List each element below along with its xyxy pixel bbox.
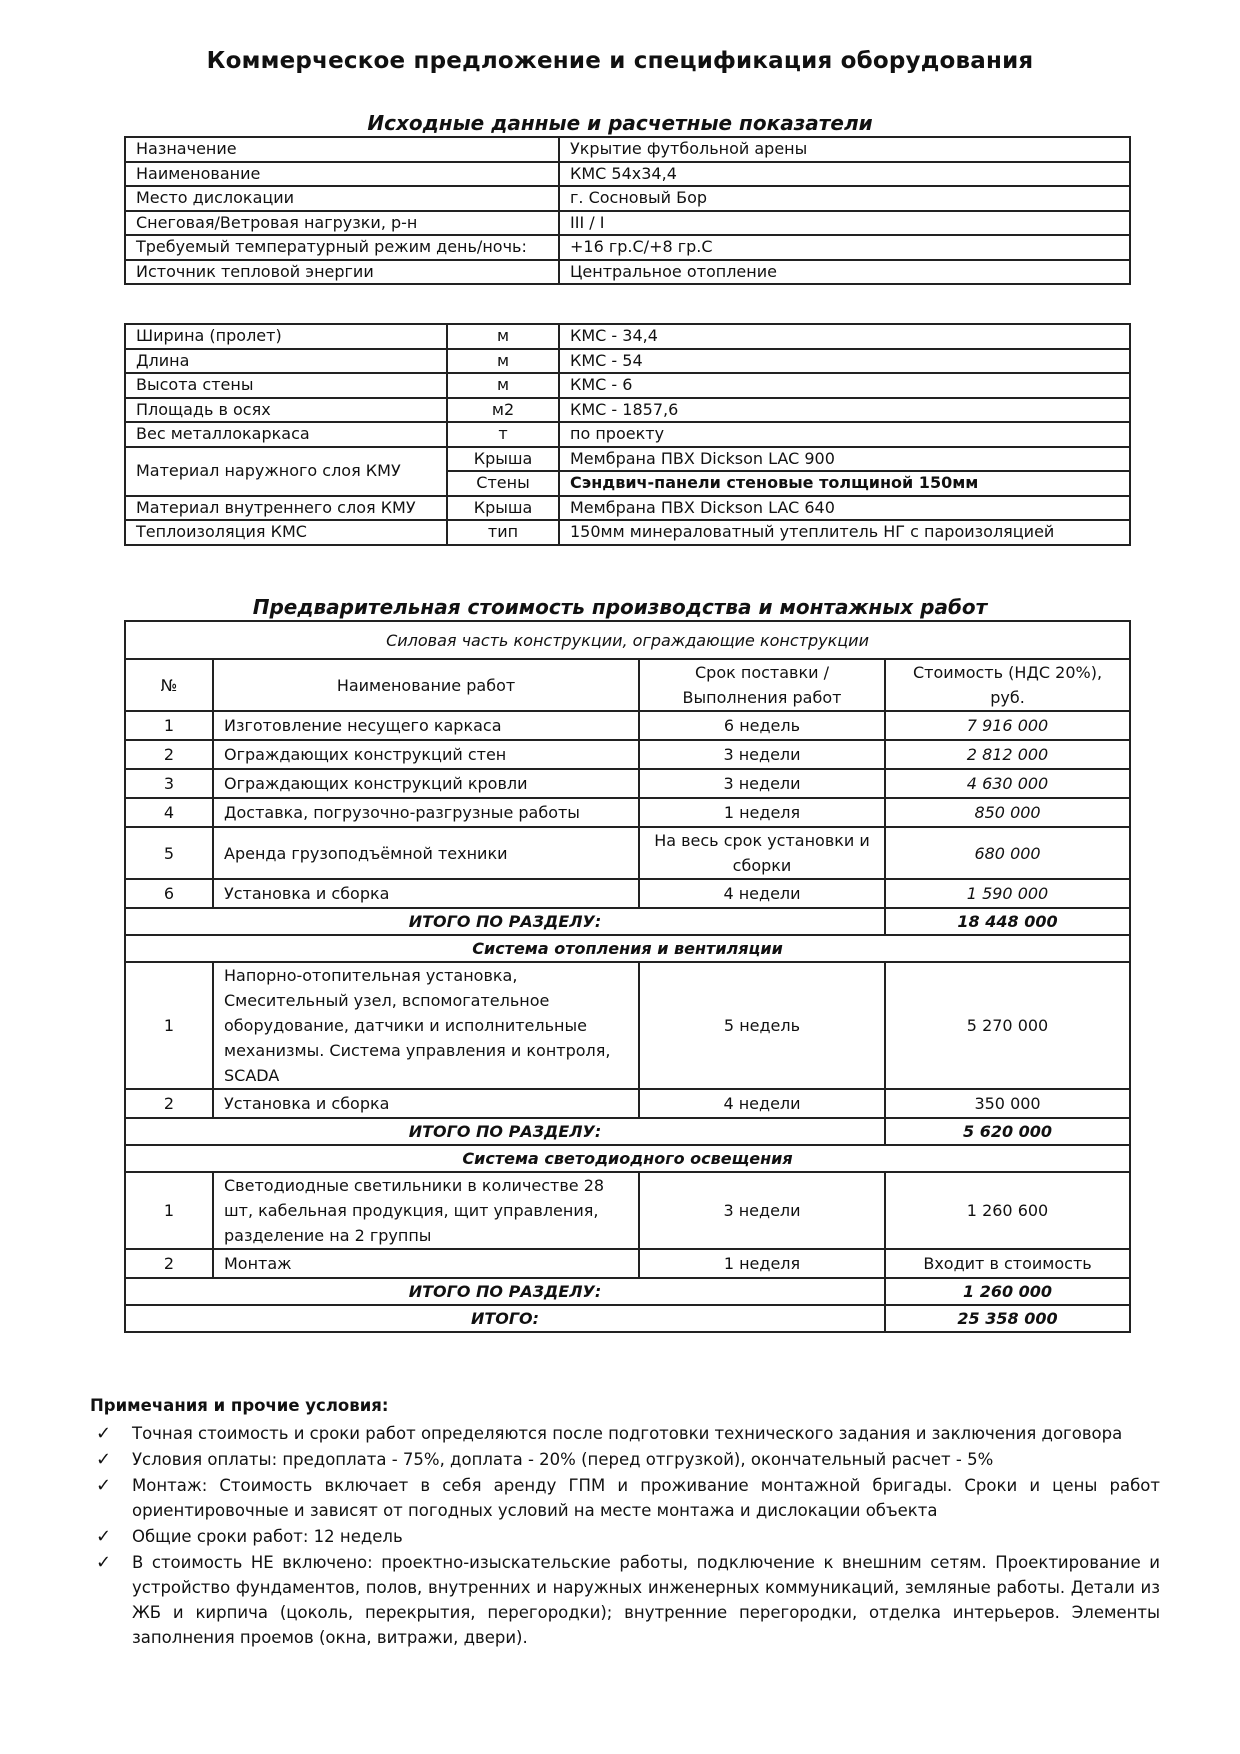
- grand-total-row: ИТОГО: 25 358 000: [125, 1305, 1130, 1332]
- row-value: +16 гр.С/+8 гр.С: [559, 235, 1130, 260]
- column-header-row: [125, 659, 1130, 711]
- param-value: КМС - 34,4: [559, 324, 1130, 349]
- group-header: Система светодиодного освещения: [125, 1145, 1130, 1172]
- param-unit: Крыша: [447, 447, 559, 472]
- param-value: КМС - 1857,6: [559, 398, 1130, 423]
- check-icon: ✓: [96, 1475, 112, 1496]
- parameters-table: [124, 323, 1131, 546]
- list-item: ✓ В стоимость НЕ включено: проектно-изыскательские работы, подключение к внешним сетям. Проектирование и устройство фундаментов, полов, внутренних и наружных инженерных коммуникаций, земляные работы. Детали из ЖБ и кирпича (цоколь, перекрытия, перегородки); внутренние перегородки, отделка интерьеров. Элементы заполнения проемов (окна, витражи, двери).: [96, 1552, 1160, 1647]
- list-item: ✓ Монтаж: Стоимость включает в себя аренду ГПМ и проживание монтажной бригады. Сроки и цены работ ориентировочные и зависят от погодных условий на месте монтажа и дислокации объекта: [96, 1475, 1160, 1520]
- list-item: ✓ Общие сроки работ: 12 недель: [96, 1526, 403, 1547]
- row-label: Источник тепловой энергии: [125, 260, 559, 285]
- param-label: Материал внутреннего слоя КМУ: [125, 496, 447, 521]
- param-value: КМС - 6: [559, 373, 1130, 398]
- table-row: [125, 422, 1130, 447]
- group-total-row: ИТОГО ПО РАЗДЕЛУ: 1 260 000: [125, 1278, 1130, 1305]
- param-value: по проекту: [559, 422, 1130, 447]
- group-header: Система отопления и вентиляции: [125, 935, 1130, 962]
- param-unit: Стены: [447, 471, 559, 496]
- table-row: 2 Монтаж 1 неделя Входит в стоимость: [125, 1249, 1130, 1278]
- param-value: Мембрана ПВХ Dickson LAC 640: [559, 496, 1130, 521]
- check-icon: ✓: [96, 1552, 112, 1573]
- check-icon: ✓: [96, 1423, 112, 1444]
- section-title-costs: Предварительная стоимость производства и монтажных работ: [252, 595, 988, 619]
- group-total-row: ИТОГО ПО РАЗДЕЛУ: 18 448 000: [125, 908, 1130, 935]
- param-label: Ширина (пролет): [125, 324, 447, 349]
- table-row: [125, 162, 1130, 187]
- param-label: Длина: [125, 349, 447, 374]
- column-header-num: №: [125, 659, 213, 711]
- column-header-cost: Стоимость (НДС 20%), руб.: [885, 659, 1130, 711]
- table-row: [125, 211, 1130, 236]
- row-value: III / I: [559, 211, 1130, 236]
- table-row: [125, 349, 1130, 374]
- notes-title: Примечания и прочие условия:: [90, 1396, 389, 1415]
- table-row: 1 Напорно-отопительная установка, Смесительный узел, вспомогательное оборудование, датчики и исполнительные механизмы. Система управления и контроля, SCADA 5 недель 5 270 000: [125, 962, 1130, 1089]
- param-label: Вес металлокаркаса: [125, 422, 447, 447]
- row-value: КМС 54х34,4: [559, 162, 1130, 187]
- table-row: 1 Изготовление несущего каркаса 6 недель 7 916 000: [125, 711, 1130, 740]
- table-row: [125, 447, 1130, 472]
- row-label: Снеговая/Ветровая нагрузки, р-н: [125, 211, 559, 236]
- row-label: Наименование: [125, 162, 559, 187]
- param-unit: м: [447, 373, 559, 398]
- table-row: [125, 398, 1130, 423]
- table-row: 1 Светодиодные светильники в количестве 28 шт, кабельная продукция, щит управления, разделение на 2 группы 3 недели 1 260 600: [125, 1172, 1130, 1249]
- table-row: 4 Доставка, погрузочно-разгрузные работы 1 неделя 850 000: [125, 798, 1130, 827]
- row-value: г. Сосновый Бор: [559, 186, 1130, 211]
- costs-table: [124, 620, 1131, 1333]
- row-value: Центральное отопление: [559, 260, 1130, 285]
- param-label: Теплоизоляция КМС: [125, 520, 447, 545]
- param-value: Сэндвич-панели стеновые толщиной 150мм: [559, 471, 1130, 496]
- column-header-name: Наименование работ: [213, 659, 639, 711]
- table-row: [125, 137, 1130, 162]
- row-label: Требуемый температурный режим день/ночь:: [125, 235, 559, 260]
- table-row: 6 Установка и сборка 4 недели 1 590 000: [125, 879, 1130, 908]
- column-header-term: Срок поставки / Выполнения работ: [639, 659, 885, 711]
- notes-list: [90, 1421, 1160, 1650]
- row-label: Место дислокации: [125, 186, 559, 211]
- param-unit: тип: [447, 520, 559, 545]
- initial-data-table: [124, 136, 1131, 285]
- list-item: ✓ Точная стоимость и сроки работ определяются после подготовки технического задания и заключения договора: [96, 1423, 1123, 1444]
- section-title-initial-data: Исходные данные и расчетные показатели: [367, 111, 873, 135]
- table-row: [125, 186, 1130, 211]
- param-value: КМС - 54: [559, 349, 1130, 374]
- param-unit: м: [447, 324, 559, 349]
- table-row: 2 Установка и сборка 4 недели 350 000: [125, 1089, 1130, 1118]
- group-total-row: ИТОГО ПО РАЗДЕЛУ: 5 620 000: [125, 1118, 1130, 1145]
- table-row: [125, 324, 1130, 349]
- table-row: [125, 235, 1130, 260]
- table-row: 5 Аренда грузоподъёмной техники На весь срок установки и сборки 680 000: [125, 827, 1130, 879]
- param-unit: м2: [447, 398, 559, 423]
- param-value: Мембрана ПВХ Dickson LAC 900: [559, 447, 1130, 472]
- param-label: Материал наружного слоя КМУ: [125, 447, 447, 496]
- notes-section: [90, 1396, 1160, 1651]
- row-label: Назначение: [125, 137, 559, 162]
- param-value: 150мм минераловатный утеплитель НГ с пароизоляцией: [559, 520, 1130, 545]
- table-row: 2 Ограждающих конструкций стен 3 недели 2 812 000: [125, 740, 1130, 769]
- param-label: Площадь в осях: [125, 398, 447, 423]
- check-icon: ✓: [96, 1449, 112, 1470]
- param-unit: Крыша: [447, 496, 559, 521]
- group-header: Силовая часть конструкции, ограждающие конструкции: [125, 621, 1130, 659]
- param-unit: м: [447, 349, 559, 374]
- check-icon: ✓: [96, 1526, 112, 1547]
- table-row: [125, 373, 1130, 398]
- table-row: [125, 520, 1130, 545]
- param-label: Высота стены: [125, 373, 447, 398]
- page-title: Коммерческое предложение и спецификация оборудования: [206, 48, 1034, 74]
- table-row: [125, 260, 1130, 285]
- table-row: [125, 496, 1130, 521]
- list-item: ✓ Условия оплаты: предоплата - 75%, доплата - 20% (перед отгрузкой), окончательный расчет - 5%: [96, 1449, 994, 1470]
- row-value: Укрытие футбольной арены: [559, 137, 1130, 162]
- param-unit: т: [447, 422, 559, 447]
- table-row: 3 Ограждающих конструкций кровли 3 недели 4 630 000: [125, 769, 1130, 798]
